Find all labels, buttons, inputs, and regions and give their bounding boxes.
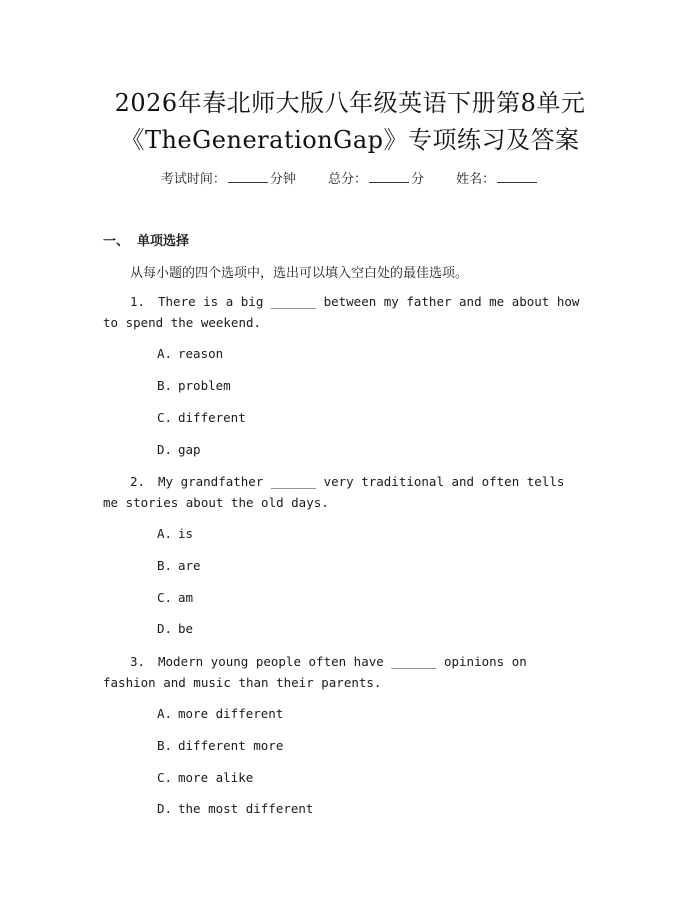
- exam-time-blank[interactable]: [228, 171, 268, 183]
- option-d[interactable]: [157, 442, 201, 457]
- option-a[interactable]: [157, 346, 223, 361]
- section-instruction: 从每小题的四个选项中，选出可以填入空白处的最佳选项。: [130, 266, 469, 281]
- question-text: There is a big ______ between my father and me about how to spend the weekend.: [103, 294, 580, 330]
- option-text: be: [178, 621, 194, 636]
- option-letter: A.: [157, 526, 173, 541]
- question-text: Modern young people often have ______ opinions on fashion and music than their parents.: [103, 654, 527, 690]
- option-text: are: [178, 558, 201, 573]
- option-letter: B.: [157, 738, 173, 753]
- option-b[interactable]: [157, 378, 231, 393]
- option-text: the most different: [178, 801, 314, 816]
- option-letter: A.: [157, 706, 173, 721]
- option-c[interactable]: [157, 770, 253, 785]
- total-score-label: 总分：: [327, 172, 367, 187]
- option-text: more alike: [178, 770, 254, 785]
- option-letter: D.: [157, 801, 173, 816]
- option-text: is: [178, 526, 194, 541]
- option-d[interactable]: [157, 621, 193, 636]
- option-d[interactable]: [157, 801, 313, 816]
- total-score-unit: 分: [411, 172, 425, 187]
- document-title-line-2: 《TheGenerationGap》专项练习及答案: [120, 126, 580, 154]
- question-text: My grandfather ______ very traditional and often tells me stories about the old days.: [103, 474, 565, 510]
- option-text: am: [178, 590, 194, 605]
- option-letter: B.: [157, 558, 173, 573]
- question-stem: [103, 291, 583, 333]
- option-b[interactable]: [157, 738, 283, 753]
- question-number: 3.: [130, 654, 146, 669]
- option-a[interactable]: [157, 526, 193, 541]
- total-score-blank[interactable]: [369, 171, 409, 183]
- option-text: gap: [178, 442, 201, 457]
- question-stem: [103, 471, 583, 513]
- exam-info-row: [0, 168, 700, 187]
- option-text: more different: [178, 706, 284, 721]
- option-text: reason: [178, 346, 224, 361]
- option-letter: B.: [157, 378, 173, 393]
- option-letter: A.: [157, 346, 173, 361]
- exam-time-unit: 分钟: [269, 172, 296, 187]
- option-letter: C.: [157, 590, 173, 605]
- student-name-field: [456, 168, 539, 187]
- option-c[interactable]: [157, 410, 246, 425]
- option-c[interactable]: [157, 590, 193, 605]
- option-text: different: [178, 410, 246, 425]
- option-text: different more: [178, 738, 284, 753]
- option-letter: D.: [157, 621, 173, 636]
- question-number: 1.: [130, 294, 146, 309]
- section-title: 单项选择: [137, 234, 190, 249]
- student-name-blank[interactable]: [497, 171, 537, 183]
- exam-time-field: [161, 168, 296, 187]
- section-number: 一、: [103, 234, 130, 249]
- option-text: problem: [178, 378, 231, 393]
- total-score-field: [328, 168, 424, 187]
- option-letter: C.: [157, 410, 173, 425]
- question-number: 2.: [130, 474, 146, 489]
- section-heading: [103, 230, 189, 249]
- option-b[interactable]: [157, 558, 201, 573]
- option-a[interactable]: [157, 706, 283, 721]
- question-stem: [103, 651, 583, 693]
- exam-time-label: 考试时间：: [160, 172, 226, 187]
- option-letter: C.: [157, 770, 173, 785]
- document-title-line-1: 2026年春北师大版八年级英语下册第8单元: [114, 89, 586, 117]
- student-name-label: 姓名：: [456, 172, 496, 187]
- option-letter: D.: [157, 442, 173, 457]
